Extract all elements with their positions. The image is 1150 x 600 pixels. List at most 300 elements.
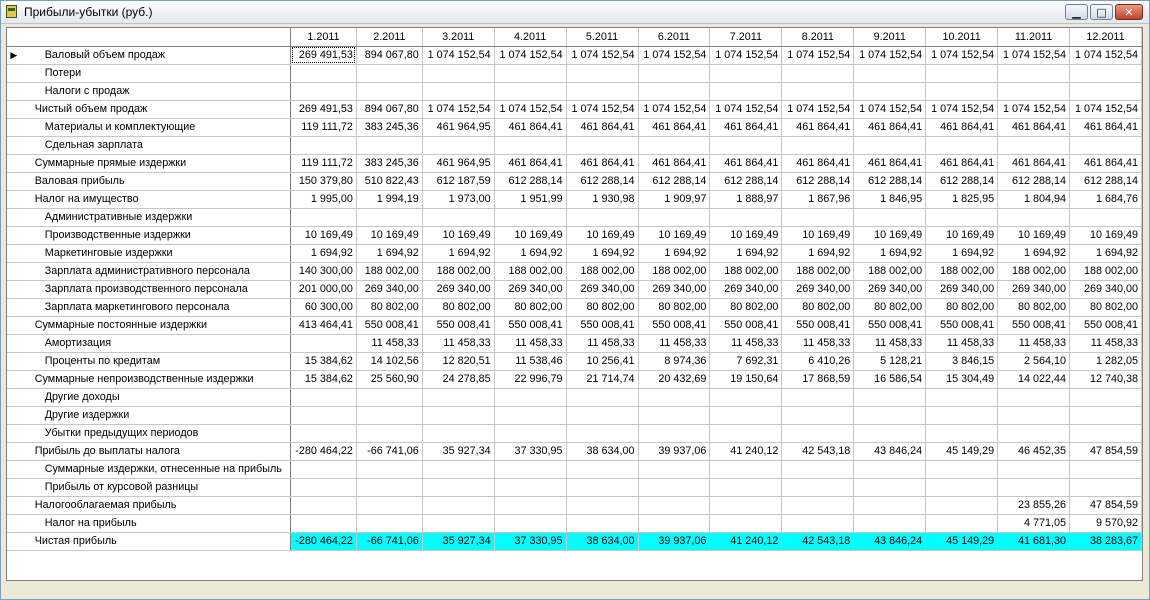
- table-cell[interactable]: 10 169,49: [710, 226, 782, 244]
- table-cell[interactable]: 80 802,00: [494, 298, 566, 316]
- table-cell[interactable]: 550 008,41: [998, 316, 1070, 334]
- table-cell[interactable]: 7 692,31: [710, 352, 782, 370]
- table-cell[interactable]: 1 074 152,54: [926, 100, 998, 118]
- table-cell[interactable]: 1 995,00: [291, 190, 357, 208]
- table-cell[interactable]: -66 741,06: [356, 442, 422, 460]
- table-row[interactable]: [7, 352, 1142, 370]
- table-cell[interactable]: [422, 388, 494, 406]
- table-cell[interactable]: [566, 136, 638, 154]
- table-cell[interactable]: 37 330,95: [494, 442, 566, 460]
- table-cell[interactable]: 11 458,33: [356, 334, 422, 352]
- table-cell[interactable]: 2 564,10: [998, 352, 1070, 370]
- table-cell[interactable]: 1 694,92: [494, 244, 566, 262]
- table-cell[interactable]: [291, 460, 357, 478]
- table-cell[interactable]: 10 169,49: [291, 226, 357, 244]
- table-cell[interactable]: 461 864,41: [494, 154, 566, 172]
- table-cell[interactable]: 35 927,34: [422, 442, 494, 460]
- table-cell[interactable]: [926, 82, 998, 100]
- table-cell[interactable]: 10 169,49: [926, 226, 998, 244]
- table-cell[interactable]: 80 802,00: [638, 298, 710, 316]
- table-cell[interactable]: [494, 388, 566, 406]
- table-cell[interactable]: 119 111,72: [291, 154, 357, 172]
- table-cell[interactable]: [638, 424, 710, 442]
- table-cell[interactable]: 39 937,06: [638, 442, 710, 460]
- table-cell[interactable]: [356, 496, 422, 514]
- table-cell[interactable]: [926, 136, 998, 154]
- table-cell[interactable]: [782, 388, 854, 406]
- table-cell[interactable]: [782, 82, 854, 100]
- table-cell[interactable]: 41 681,30: [998, 532, 1070, 550]
- table-cell[interactable]: [638, 406, 710, 424]
- table-cell[interactable]: [782, 514, 854, 532]
- table-row[interactable]: [7, 316, 1142, 334]
- table-cell[interactable]: 550 008,41: [494, 316, 566, 334]
- table-cell[interactable]: [710, 136, 782, 154]
- table-cell[interactable]: 1 930,98: [566, 190, 638, 208]
- table-cell[interactable]: [854, 496, 926, 514]
- table-cell[interactable]: 1 684,76: [1070, 190, 1142, 208]
- table-cell[interactable]: 383 245,36: [356, 118, 422, 136]
- table-row[interactable]: [7, 298, 1142, 316]
- table-cell[interactable]: [566, 82, 638, 100]
- table-cell[interactable]: 461 964,95: [422, 154, 494, 172]
- table-cell[interactable]: 188 002,00: [854, 262, 926, 280]
- table-cell[interactable]: [710, 406, 782, 424]
- table-row[interactable]: [7, 64, 1142, 82]
- table-cell[interactable]: [710, 514, 782, 532]
- table-cell[interactable]: 1 694,92: [926, 244, 998, 262]
- table-row[interactable]: [7, 406, 1142, 424]
- table-cell[interactable]: 41 240,12: [710, 532, 782, 550]
- table-cell[interactable]: [638, 460, 710, 478]
- table-cell[interactable]: 612 187,59: [422, 172, 494, 190]
- table-cell[interactable]: [422, 478, 494, 496]
- table-cell[interactable]: 11 458,33: [998, 334, 1070, 352]
- table-cell[interactable]: [854, 136, 926, 154]
- table-cell[interactable]: 46 452,35: [998, 442, 1070, 460]
- table-row[interactable]: [7, 226, 1142, 244]
- table-cell[interactable]: 383 245,36: [356, 154, 422, 172]
- table-cell[interactable]: -280 464,22: [291, 442, 357, 460]
- table-cell[interactable]: 37 330,95: [494, 532, 566, 550]
- table-cell[interactable]: [782, 406, 854, 424]
- table-cell[interactable]: 25 560,90: [356, 370, 422, 388]
- table-cell[interactable]: 461 864,41: [1070, 118, 1142, 136]
- table-cell[interactable]: 1 694,92: [638, 244, 710, 262]
- table-cell[interactable]: 1 074 152,54: [494, 46, 566, 64]
- table-cell[interactable]: 15 304,49: [926, 370, 998, 388]
- table-cell[interactable]: 1 951,99: [494, 190, 566, 208]
- table-cell[interactable]: 80 802,00: [356, 298, 422, 316]
- table-cell[interactable]: 1 074 152,54: [566, 46, 638, 64]
- table-cell[interactable]: [291, 478, 357, 496]
- table-cell[interactable]: 269 491,53: [291, 46, 357, 64]
- table-cell[interactable]: [998, 136, 1070, 154]
- table-cell[interactable]: [291, 424, 357, 442]
- table-cell[interactable]: 21 714,74: [566, 370, 638, 388]
- table-cell[interactable]: 45 149,29: [926, 532, 998, 550]
- table-cell[interactable]: 269 340,00: [638, 280, 710, 298]
- table-cell[interactable]: 19 150,64: [710, 370, 782, 388]
- table-cell[interactable]: 11 458,33: [854, 334, 926, 352]
- table-cell[interactable]: [638, 388, 710, 406]
- table-cell[interactable]: [926, 388, 998, 406]
- table-cell[interactable]: 10 169,49: [356, 226, 422, 244]
- table-cell[interactable]: [926, 424, 998, 442]
- table-cell[interactable]: 1 846,95: [854, 190, 926, 208]
- table-cell[interactable]: 612 288,14: [638, 172, 710, 190]
- table-cell[interactable]: [422, 64, 494, 82]
- table-row[interactable]: [7, 460, 1142, 478]
- table-cell[interactable]: [494, 208, 566, 226]
- table-cell[interactable]: [356, 208, 422, 226]
- table-cell[interactable]: 10 256,41: [566, 352, 638, 370]
- table-cell[interactable]: 1 282,05: [1070, 352, 1142, 370]
- table-cell[interactable]: 461 864,41: [926, 118, 998, 136]
- table-cell[interactable]: [710, 496, 782, 514]
- table-cell[interactable]: 1 994,19: [356, 190, 422, 208]
- table-cell[interactable]: [710, 478, 782, 496]
- column-header-month[interactable]: 7.2011: [710, 28, 782, 46]
- table-cell[interactable]: 269 491,53: [291, 100, 357, 118]
- table-cell[interactable]: 4 771,05: [998, 514, 1070, 532]
- table-cell[interactable]: [494, 460, 566, 478]
- table-cell[interactable]: [494, 496, 566, 514]
- table-cell[interactable]: 1 694,92: [854, 244, 926, 262]
- table-cell[interactable]: [1070, 82, 1142, 100]
- table-cell[interactable]: 188 002,00: [926, 262, 998, 280]
- table-cell[interactable]: [494, 478, 566, 496]
- table-cell[interactable]: -66 741,06: [356, 532, 422, 550]
- table-cell[interactable]: 39 937,06: [638, 532, 710, 550]
- table-cell[interactable]: [566, 496, 638, 514]
- table-cell[interactable]: [1070, 136, 1142, 154]
- table-cell[interactable]: [291, 136, 357, 154]
- column-header-month[interactable]: 4.2011: [494, 28, 566, 46]
- table-cell[interactable]: 612 288,14: [566, 172, 638, 190]
- table-cell[interactable]: 10 169,49: [422, 226, 494, 244]
- table-cell[interactable]: [854, 460, 926, 478]
- table-cell[interactable]: 38 283,67: [1070, 532, 1142, 550]
- table-cell[interactable]: 269 340,00: [782, 280, 854, 298]
- column-header-month[interactable]: 9.2011: [854, 28, 926, 46]
- table-cell[interactable]: 11 458,33: [638, 334, 710, 352]
- table-cell[interactable]: 3 846,15: [926, 352, 998, 370]
- table-cell[interactable]: [1070, 388, 1142, 406]
- table-cell[interactable]: -280 464,22: [291, 532, 357, 550]
- table-cell[interactable]: [638, 496, 710, 514]
- table-cell[interactable]: 1 694,92: [710, 244, 782, 262]
- table-cell[interactable]: 269 340,00: [854, 280, 926, 298]
- table-cell[interactable]: 1 867,96: [782, 190, 854, 208]
- table-cell[interactable]: 11 458,33: [710, 334, 782, 352]
- table-cell[interactable]: [854, 208, 926, 226]
- table-cell[interactable]: 1 074 152,54: [854, 100, 926, 118]
- table-cell[interactable]: [998, 406, 1070, 424]
- column-header-month[interactable]: 11.2011: [998, 28, 1070, 46]
- table-row[interactable]: [7, 154, 1142, 172]
- table-cell[interactable]: [854, 406, 926, 424]
- table-cell[interactable]: 1 888,97: [710, 190, 782, 208]
- table-cell[interactable]: [291, 388, 357, 406]
- table-cell[interactable]: 80 802,00: [566, 298, 638, 316]
- table-cell[interactable]: [291, 82, 357, 100]
- table-cell[interactable]: 188 002,00: [998, 262, 1070, 280]
- table-cell[interactable]: 550 008,41: [1070, 316, 1142, 334]
- table-cell[interactable]: [566, 208, 638, 226]
- table-cell[interactable]: 461 864,41: [998, 118, 1070, 136]
- table-cell[interactable]: [422, 460, 494, 478]
- table-cell[interactable]: 1 074 152,54: [422, 100, 494, 118]
- table-cell[interactable]: 550 008,41: [926, 316, 998, 334]
- close-button[interactable]: [1115, 4, 1143, 20]
- table-cell[interactable]: [782, 208, 854, 226]
- table-cell[interactable]: 11 458,33: [494, 334, 566, 352]
- table-cell[interactable]: 5 128,21: [854, 352, 926, 370]
- table-cell[interactable]: [422, 136, 494, 154]
- table-cell[interactable]: [638, 478, 710, 496]
- table-cell[interactable]: 1 694,92: [998, 244, 1070, 262]
- table-cell[interactable]: 12 740,38: [1070, 370, 1142, 388]
- table-cell[interactable]: 17 868,59: [782, 370, 854, 388]
- table-cell[interactable]: 1 074 152,54: [782, 100, 854, 118]
- table-row[interactable]: [7, 442, 1142, 460]
- table-cell[interactable]: 42 543,18: [782, 442, 854, 460]
- table-cell[interactable]: [710, 82, 782, 100]
- table-cell[interactable]: 11 458,33: [782, 334, 854, 352]
- table-cell[interactable]: 550 008,41: [356, 316, 422, 334]
- table-cell[interactable]: [998, 82, 1070, 100]
- table-cell[interactable]: 550 008,41: [782, 316, 854, 334]
- table-cell[interactable]: 413 464,41: [291, 316, 357, 334]
- table-cell[interactable]: 12 820,51: [422, 352, 494, 370]
- maximize-button[interactable]: [1090, 4, 1113, 20]
- column-header-month[interactable]: 12.2011: [1070, 28, 1142, 46]
- table-cell[interactable]: [566, 478, 638, 496]
- table-cell[interactable]: 188 002,00: [356, 262, 422, 280]
- table-cell[interactable]: 22 996,79: [494, 370, 566, 388]
- table-cell[interactable]: 80 802,00: [926, 298, 998, 316]
- table-cell[interactable]: [494, 82, 566, 100]
- table-cell[interactable]: 461 864,41: [926, 154, 998, 172]
- table-cell[interactable]: 10 169,49: [638, 226, 710, 244]
- table-cell[interactable]: [638, 208, 710, 226]
- table-cell[interactable]: [854, 478, 926, 496]
- table-cell[interactable]: [710, 460, 782, 478]
- table-cell[interactable]: 10 169,49: [494, 226, 566, 244]
- table-cell[interactable]: 461 864,41: [638, 118, 710, 136]
- table-cell[interactable]: 1 804,94: [998, 190, 1070, 208]
- table-row[interactable]: [7, 262, 1142, 280]
- table-cell[interactable]: [1070, 478, 1142, 496]
- table-cell[interactable]: [854, 514, 926, 532]
- table-cell[interactable]: 1 074 152,54: [1070, 100, 1142, 118]
- table-cell[interactable]: 35 927,34: [422, 532, 494, 550]
- column-header-month[interactable]: 8.2011: [782, 28, 854, 46]
- table-cell[interactable]: [422, 424, 494, 442]
- table-cell[interactable]: 150 379,80: [291, 172, 357, 190]
- column-header-month[interactable]: 6.2011: [638, 28, 710, 46]
- table-cell[interactable]: 47 854,59: [1070, 496, 1142, 514]
- table-cell[interactable]: [291, 406, 357, 424]
- table-cell[interactable]: 269 340,00: [710, 280, 782, 298]
- table-row[interactable]: [7, 244, 1142, 262]
- table-cell[interactable]: 1 694,92: [422, 244, 494, 262]
- table-cell[interactable]: 188 002,00: [422, 262, 494, 280]
- table-cell[interactable]: [566, 514, 638, 532]
- table-row[interactable]: [7, 424, 1142, 442]
- table-cell[interactable]: 1 074 152,54: [1070, 46, 1142, 64]
- table-cell[interactable]: 461 864,41: [494, 118, 566, 136]
- table-cell[interactable]: 11 458,33: [566, 334, 638, 352]
- table-cell[interactable]: 188 002,00: [1070, 262, 1142, 280]
- table-cell[interactable]: [710, 208, 782, 226]
- table-row[interactable]: [7, 478, 1142, 496]
- table-cell[interactable]: 1 074 152,54: [422, 46, 494, 64]
- table-cell[interactable]: 8 974,36: [638, 352, 710, 370]
- table-row[interactable]: [7, 46, 1142, 64]
- table-cell[interactable]: 1 694,92: [782, 244, 854, 262]
- table-cell[interactable]: 20 432,69: [638, 370, 710, 388]
- table-cell[interactable]: 188 002,00: [710, 262, 782, 280]
- table-cell[interactable]: 15 384,62: [291, 352, 357, 370]
- table-cell[interactable]: [494, 406, 566, 424]
- table-cell[interactable]: 461 864,41: [854, 118, 926, 136]
- table-cell[interactable]: 10 169,49: [854, 226, 926, 244]
- table-cell[interactable]: 1 694,92: [566, 244, 638, 262]
- table-cell[interactable]: 80 802,00: [1070, 298, 1142, 316]
- table-cell[interactable]: [356, 388, 422, 406]
- table-cell[interactable]: 10 169,49: [1070, 226, 1142, 244]
- table-row[interactable]: [7, 334, 1142, 352]
- table-cell[interactable]: 894 067,80: [356, 46, 422, 64]
- table-cell[interactable]: 38 634,00: [566, 442, 638, 460]
- table-cell[interactable]: 1 074 152,54: [998, 100, 1070, 118]
- table-cell[interactable]: [422, 406, 494, 424]
- column-header-month[interactable]: 2.2011: [356, 28, 422, 46]
- table-row[interactable]: [7, 136, 1142, 154]
- table-cell[interactable]: 11 458,33: [1070, 334, 1142, 352]
- table-cell[interactable]: 45 149,29: [926, 442, 998, 460]
- table-cell[interactable]: [854, 388, 926, 406]
- table-cell[interactable]: 1 074 152,54: [710, 46, 782, 64]
- table-cell[interactable]: [356, 64, 422, 82]
- table-cell[interactable]: 612 288,14: [782, 172, 854, 190]
- table-cell[interactable]: [1070, 460, 1142, 478]
- table-row[interactable]: [7, 496, 1142, 514]
- table-cell[interactable]: 11 458,33: [926, 334, 998, 352]
- table-cell[interactable]: [422, 82, 494, 100]
- table-row[interactable]: [7, 388, 1142, 406]
- table-cell[interactable]: 1 074 152,54: [566, 100, 638, 118]
- table-cell[interactable]: 43 846,24: [854, 532, 926, 550]
- table-cell[interactable]: 201 000,00: [291, 280, 357, 298]
- table-cell[interactable]: [356, 514, 422, 532]
- table-cell[interactable]: [566, 388, 638, 406]
- table-cell[interactable]: 16 586,54: [854, 370, 926, 388]
- table-cell[interactable]: 11 458,33: [422, 334, 494, 352]
- table-row[interactable]: [7, 190, 1142, 208]
- column-header-month[interactable]: 5.2011: [566, 28, 638, 46]
- table-cell[interactable]: [926, 460, 998, 478]
- table-cell[interactable]: [998, 424, 1070, 442]
- table-cell[interactable]: 612 288,14: [710, 172, 782, 190]
- table-cell[interactable]: [782, 460, 854, 478]
- minimize-button[interactable]: [1065, 4, 1088, 20]
- table-cell[interactable]: 550 008,41: [854, 316, 926, 334]
- table-cell[interactable]: 1 074 152,54: [998, 46, 1070, 64]
- table-cell[interactable]: 461 864,41: [854, 154, 926, 172]
- table-cell[interactable]: 1 074 152,54: [926, 46, 998, 64]
- table-cell[interactable]: [710, 388, 782, 406]
- table-cell[interactable]: 41 240,12: [710, 442, 782, 460]
- table-cell[interactable]: 43 846,24: [854, 442, 926, 460]
- table-cell[interactable]: [926, 406, 998, 424]
- table-cell[interactable]: [710, 424, 782, 442]
- table-cell[interactable]: [638, 136, 710, 154]
- table-cell[interactable]: 14 102,56: [356, 352, 422, 370]
- table-cell[interactable]: [998, 388, 1070, 406]
- table-row[interactable]: [7, 82, 1142, 100]
- table-cell[interactable]: 550 008,41: [638, 316, 710, 334]
- table-cell[interactable]: [926, 64, 998, 82]
- table-cell[interactable]: 612 288,14: [854, 172, 926, 190]
- table-cell[interactable]: 612 288,14: [998, 172, 1070, 190]
- table-cell[interactable]: [494, 424, 566, 442]
- table-cell[interactable]: 42 543,18: [782, 532, 854, 550]
- table-cell[interactable]: [291, 496, 357, 514]
- table-cell[interactable]: 80 802,00: [782, 298, 854, 316]
- table-cell[interactable]: [422, 514, 494, 532]
- table-cell[interactable]: [356, 478, 422, 496]
- table-cell[interactable]: 1 074 152,54: [710, 100, 782, 118]
- table-cell[interactable]: [926, 514, 998, 532]
- table-cell[interactable]: [926, 478, 998, 496]
- table-cell[interactable]: 550 008,41: [710, 316, 782, 334]
- table-cell[interactable]: 188 002,00: [566, 262, 638, 280]
- table-cell[interactable]: 188 002,00: [638, 262, 710, 280]
- table-cell[interactable]: [854, 64, 926, 82]
- table-cell[interactable]: [566, 406, 638, 424]
- table-cell[interactable]: [782, 424, 854, 442]
- table-cell[interactable]: [422, 208, 494, 226]
- table-cell[interactable]: 1 909,97: [638, 190, 710, 208]
- table-cell[interactable]: 1 074 152,54: [494, 100, 566, 118]
- table-cell[interactable]: 461 864,41: [638, 154, 710, 172]
- table-cell[interactable]: 1 825,95: [926, 190, 998, 208]
- table-cell[interactable]: 1 074 152,54: [638, 46, 710, 64]
- table-cell[interactable]: [494, 136, 566, 154]
- table-cell[interactable]: 461 864,41: [566, 154, 638, 172]
- table-cell[interactable]: 269 340,00: [494, 280, 566, 298]
- column-header-month[interactable]: 3.2011: [422, 28, 494, 46]
- table-cell[interactable]: 24 278,85: [422, 370, 494, 388]
- title-bar[interactable]: [1, 1, 1149, 24]
- table-row[interactable]: [7, 280, 1142, 298]
- table-cell[interactable]: 14 022,44: [998, 370, 1070, 388]
- table-cell[interactable]: 461 864,41: [566, 118, 638, 136]
- table-cell[interactable]: 11 538,46: [494, 352, 566, 370]
- column-header-month[interactable]: 10.2011: [926, 28, 998, 46]
- table-cell[interactable]: 550 008,41: [422, 316, 494, 334]
- table-row[interactable]: [7, 532, 1142, 550]
- table-row[interactable]: [7, 100, 1142, 118]
- table-cell[interactable]: 269 340,00: [566, 280, 638, 298]
- table-cell[interactable]: [356, 460, 422, 478]
- table-cell[interactable]: 80 802,00: [710, 298, 782, 316]
- table-cell[interactable]: [356, 424, 422, 442]
- table-cell[interactable]: [1070, 424, 1142, 442]
